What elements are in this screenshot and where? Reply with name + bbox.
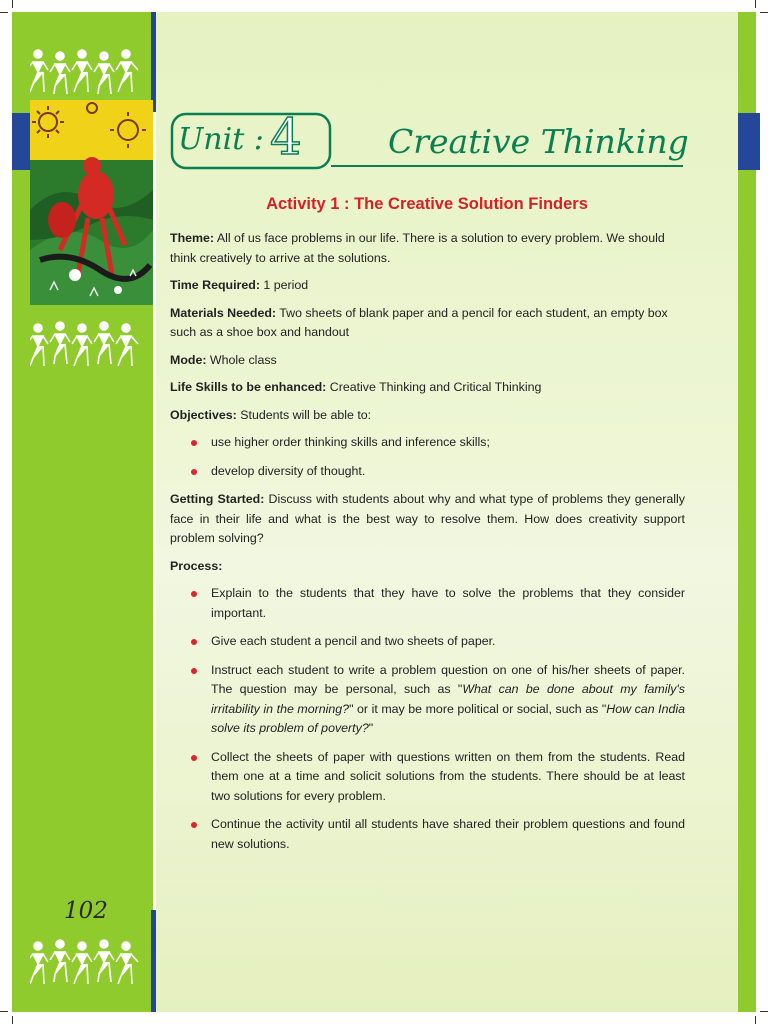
process-heading: [170, 557, 685, 577]
activity-body: [170, 229, 685, 863]
page-number: 102: [64, 898, 108, 924]
bullet-icon: [191, 591, 197, 597]
process-step-text: " or it may be more political or social, such as ": [349, 701, 607, 716]
materials-paragraph: [170, 304, 685, 343]
theme-label: Theme:: [170, 231, 215, 245]
example-question: How can India solve its problem of poverty?: [211, 701, 685, 735]
process-step-text: Instruct each student to write a problem question on one of his/her sheets of paper. The question may be personal, such as ": [211, 662, 685, 696]
theme-paragraph: [170, 229, 685, 268]
time-label: Time Required:: [170, 278, 260, 292]
bullet-icon: [191, 668, 197, 674]
crop-mark: [12, 0, 13, 8]
list-item: [170, 661, 685, 739]
life-skills-label: Life Skills to be enhanced:: [170, 380, 327, 394]
time-text: 1 period: [259, 278, 309, 292]
bullet-icon: [191, 639, 197, 645]
unit-title: Creative Thinking: [388, 122, 689, 161]
process-step-text: Give each student a pencil and two sheets of paper.: [211, 634, 496, 648]
list-item: [170, 748, 685, 807]
unit-label: Unit :: [178, 122, 264, 157]
unit-number: 4: [270, 108, 302, 166]
objectives-list: [170, 433, 685, 481]
mode-text: Whole class: [206, 352, 277, 367]
crop-mark: [12, 1016, 13, 1024]
objectives-label: Objectives:: [170, 407, 237, 422]
bullet-icon: [191, 440, 197, 446]
process-list: [170, 584, 685, 854]
tribal-painting: [30, 100, 153, 305]
list-item: [170, 815, 685, 854]
theme-text: All of us face problems in our life. There is a solution to every problem. We should think creatively to arrive at the solutions.: [170, 231, 665, 265]
right-blue-bar: [738, 113, 760, 170]
process-step-text: Collect the sheets of paper with questions written on them from the students. Read them one at a time and solicit solutions from the students. There should be at least two solutions for every problem.: [211, 749, 685, 803]
list-item: [170, 433, 685, 453]
crop-mark: [755, 0, 756, 8]
warli-dancers-bottom: [30, 938, 145, 986]
crop-mark: [0, 12, 8, 13]
time-paragraph: [170, 276, 685, 296]
bullet-icon: [191, 822, 197, 828]
getting-started-label: Getting Started:: [170, 492, 265, 506]
activity-title: Activity 1 : The Creative Solution Finders: [266, 195, 588, 213]
title-underline: [331, 165, 683, 167]
list-item: [170, 462, 685, 482]
mode-label: Mode:: [170, 352, 207, 367]
crop-mark: [0, 1011, 8, 1012]
process-label: Process:: [170, 558, 223, 573]
process-step-text: Continue the activity until all students have shared their problem questions and found new solutions.: [211, 817, 685, 851]
objectives-paragraph: [170, 406, 685, 426]
objective-text: develop diversity of thought.: [211, 463, 366, 478]
warli-dancers-top: [30, 48, 145, 96]
list-item: [170, 584, 685, 623]
objective-text: use higher order thinking skills and inference skills;: [211, 435, 490, 449]
materials-label: Materials Needed:: [170, 305, 277, 320]
crop-mark: [755, 1016, 756, 1024]
crop-mark: [760, 1011, 768, 1012]
getting-started-paragraph: [170, 490, 685, 549]
bullet-icon: [191, 469, 197, 475]
bullet-icon: [191, 755, 197, 761]
process-step-text: Explain to the students that they have to solve the problems that they consider important.: [211, 586, 685, 620]
sidebar-blue-bar: [12, 113, 30, 170]
warli-dancers-middle: [30, 320, 145, 368]
life-skills-text: Creative Thinking and Critical Thinking: [326, 380, 542, 394]
list-item: [170, 632, 685, 652]
materials-text: Two sheets of blank paper and a pencil for each student, an empty box such as a shoe box and handout: [170, 305, 668, 339]
crop-mark: [760, 12, 768, 13]
process-step-text: ": [368, 721, 374, 735]
getting-started-text: Discuss with students about why and what type of problems they generally face in their life and what is the best way to resolve them. How does creativity support problem solving?: [170, 492, 685, 545]
life-skills-paragraph: [170, 378, 685, 398]
example-question: What can be done about my family's irritability in the morning?: [211, 682, 685, 716]
mode-paragraph: [170, 351, 685, 371]
objectives-text: Students will be able to:: [236, 407, 372, 422]
